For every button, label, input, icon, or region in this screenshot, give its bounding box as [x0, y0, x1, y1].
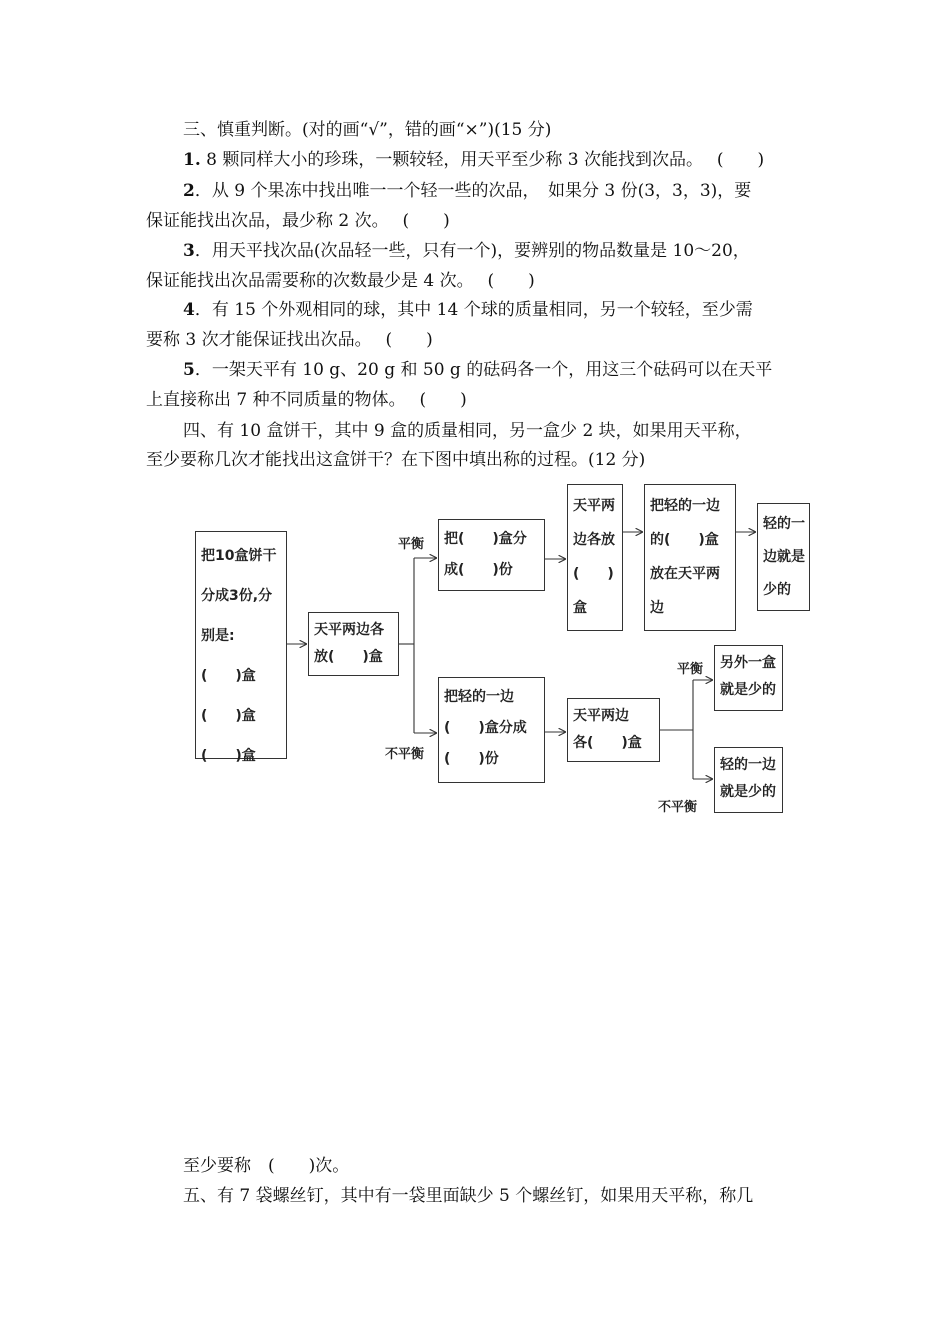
flow-box4-line2: 边各放 [573, 532, 615, 548]
item3-text: ．用天平找次品(次品轻一些，只有一个)，要辨别的物品数量是 10～20， [194, 241, 750, 261]
item2-number: 2 [183, 181, 195, 201]
item3-number: 3 [183, 241, 195, 261]
flow-box2-line1: 天平两边各 [314, 622, 384, 638]
flow-box7-line2[interactable]: ( )盒分成 [444, 720, 527, 736]
item3-answer-blank[interactable]: ( ) [487, 271, 535, 291]
flow-box1-blank2[interactable]: ( )盒 [201, 708, 256, 724]
flow-box8-line2[interactable]: 各( )盒 [573, 735, 642, 751]
flow-box6-line3: 少的 [763, 582, 791, 598]
flow-box3-line1[interactable]: 把( )盒分 [444, 531, 527, 547]
flow-box5-line1: 把轻的一边 [650, 498, 720, 514]
flow-box-split-again[interactable] [438, 519, 545, 591]
flow-box5-line3: 放在天平两 [650, 566, 720, 582]
item5-answer-blank[interactable]: ( ) [419, 390, 467, 410]
item4-answer-blank[interactable]: ( ) [385, 330, 433, 350]
flow-box-divide-three[interactable] [195, 531, 287, 764]
flow-box2-line2[interactable]: 放( )盒 [314, 649, 383, 665]
flow-box-result-other [714, 645, 783, 711]
section3-title: 三、慎重判断。(对的画“√”，错的画“×”)(15 分) [183, 120, 552, 140]
flow-box7-line3[interactable]: ( )份 [444, 751, 499, 767]
item1-text: 8 颗同样大小的珍珠，一颗较轻，用天平至少称 3 次能找到次品。 [200, 150, 695, 170]
answer-line[interactable]: 至少要称 ( )次。 [183, 1156, 350, 1176]
label-balance-2: 平衡 [677, 662, 704, 677]
flow-box-light-split[interactable] [438, 677, 545, 783]
item3-text-cont: 保证能找出次品需要称的次数最少是 4 次。 [146, 271, 466, 291]
flow-box5-line4: 边 [650, 600, 664, 616]
flow-box10-line2: 就是少的 [720, 784, 776, 800]
flow-box1-line1: 把10盒饼干 [201, 548, 277, 564]
item1-number: 1. [183, 150, 201, 170]
section5-line1: 五、有 7 袋螺丝钉，其中有一袋里面缺少 5 个螺丝钉，如果用天平称，称几 [183, 1186, 754, 1206]
flow-box-result-light-2 [714, 747, 783, 813]
flow-box1-line2: 分成3份,分 [201, 588, 273, 604]
item5-text-cont: 上直接称出 7 种不同质量的物体。 [146, 390, 398, 410]
flow-box4-blank[interactable]: ( ) [573, 566, 614, 582]
flow-box3-line2[interactable]: 成( )份 [444, 562, 513, 578]
flow-box-weigh-third[interactable] [567, 698, 660, 762]
flow-box7-line1: 把轻的一边 [444, 689, 514, 705]
flow-box5-line2[interactable]: 的( )盒 [650, 532, 719, 548]
flow-box6-line2: 边就是 [763, 549, 805, 565]
item2-text-cont: 保证能找出次品，最少称 2 次。 [146, 211, 381, 231]
item5-number: 5 [183, 360, 195, 380]
item4-text-cont: 要称 3 次才能保证找出次品。 [146, 330, 364, 350]
flow-box9-line1: 另外一盒 [720, 655, 776, 671]
item2-answer-blank[interactable]: ( ) [402, 211, 450, 231]
item4-number: 4 [183, 300, 195, 320]
flow-box-result-light-1 [757, 503, 810, 611]
label-unbalance-1: 不平衡 [385, 747, 425, 762]
section4-line2: 至少要称几次才能找出这盒饼干？在下图中填出称的过程。(12 分) [146, 450, 646, 470]
item4-text: ．有 15 个外观相同的球，其中 14 个球的质量相同，另一个较轻，至少需 [194, 300, 753, 320]
flow-box-weigh-second[interactable] [567, 484, 623, 631]
label-balance-1: 平衡 [398, 537, 425, 552]
item1-answer-blank[interactable]: ( ) [716, 150, 765, 170]
flow-box1-blank1[interactable]: ( )盒 [201, 668, 256, 684]
flow-box4-line1: 天平两 [573, 498, 615, 514]
flow-box-light-side[interactable] [644, 484, 736, 631]
flow-box9-line2: 就是少的 [720, 682, 776, 698]
flow-box4-line4: 盒 [573, 600, 587, 616]
section4-line1: 四、有 10 盒饼干，其中 9 盒的质量相同，另一盒少 2 块，如果用天平称， [183, 421, 752, 441]
flow-box1-blank3[interactable]: ( )盒 [201, 748, 256, 764]
label-unbalance-2: 不平衡 [658, 800, 698, 815]
flow-box8-line1: 天平两边 [573, 708, 629, 724]
item5-text: ．一架天平有 10 g、20 g 和 50 g 的砝码各一个，用这三个砝码可以在天平 [194, 360, 773, 380]
item2-text: ．从 9 个果冻中找出唯一一个轻一些的次品， 如果分 3 份(3，3，3)，要 [194, 181, 752, 201]
flow-box-weigh-first[interactable] [308, 612, 399, 676]
flow-box1-line3: 别是: [201, 628, 235, 644]
flow-box6-line1: 轻的一 [763, 516, 805, 532]
flow-box10-line1: 轻的一边 [720, 757, 776, 773]
